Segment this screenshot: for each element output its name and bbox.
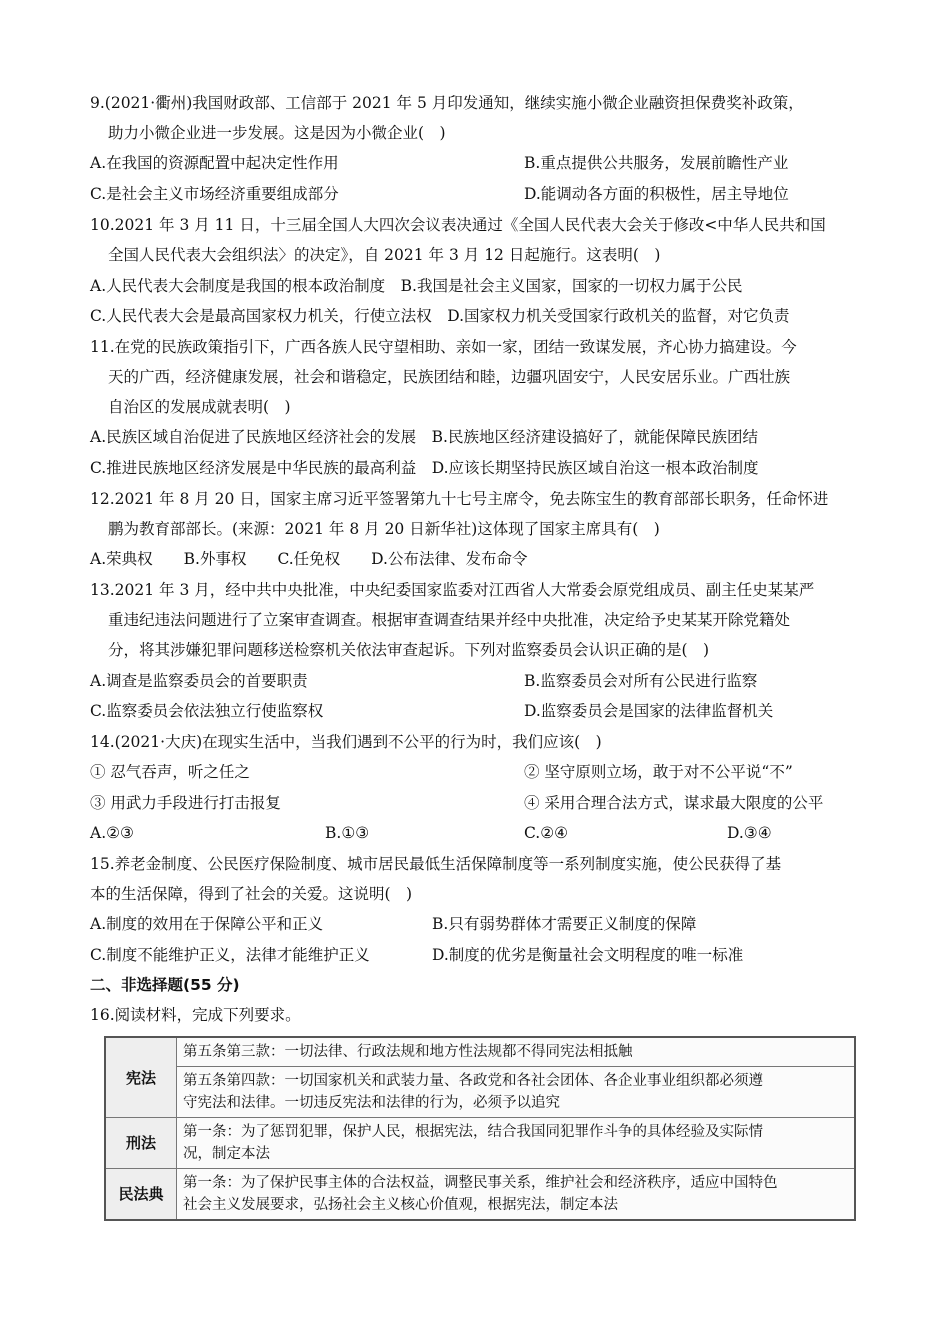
- law-name-constitution: 宪法: [105, 1037, 177, 1118]
- q9-option-c: C.是社会主义市场经济重要组成部分: [90, 185, 339, 203]
- q15-option-d: D.制度的优劣是衡量社会文明程度的唯一标准: [432, 946, 744, 964]
- criminal-law-article-1: [177, 1118, 856, 1169]
- q14-option-b: B.①③: [325, 824, 370, 842]
- criminal-law-line1: 第一条：为了惩罚犯罪，保护人民，根据宪法，结合我国同犯罪作斗争的具体经验及实际情: [183, 1124, 763, 1140]
- criminal-law-line2: 况，制定本法: [183, 1146, 270, 1162]
- q16-stem: 16.阅读材料，完成下列要求。: [90, 1006, 301, 1024]
- q15-option-b: B.只有弱势群体才需要正义制度的保障: [432, 915, 697, 933]
- law-name-civil-code: 民法典: [105, 1169, 177, 1221]
- q15-option-a: A.制度的效用在于保障公平和正义: [90, 915, 324, 933]
- q14-option-a: A.②③: [90, 824, 134, 842]
- q11-options-cd: C.推进民族地区经济发展是中华民族的最高利益 D.应该长期坚持民族区域自治这一根本政治制度: [90, 459, 759, 477]
- table-row: [105, 1067, 855, 1118]
- table-row: [105, 1118, 855, 1169]
- q9-option-d: D.能调动各方面的积极性，居主导地位: [524, 185, 789, 203]
- table-row: [105, 1169, 855, 1221]
- q11-options-ab: A.民族区域自治促进了民族地区经济社会的发展 B.民族地区经济建设搞好了，就能保障民族团结: [90, 428, 758, 446]
- constitution-article-5-4-line1: 第五条第四款：一切国家机关和武装力量、各政党和各社会团体、各企业事业组织都必须遵: [183, 1073, 763, 1089]
- q14-statement-1: ① 忍气吞声，听之任之: [90, 763, 250, 781]
- q10-stem-line2: 全国人民代表大会组织法〉的决定》，自 2021 年 3 月 12 日起施行。这表明( ): [108, 246, 661, 264]
- q15-option-c: C.制度不能维护正义，法律才能维护正义: [90, 946, 370, 964]
- q15-stem-line2: 本的生活保障，得到了社会的关爱。这说明( ): [90, 885, 413, 903]
- q13-stem-line2: 重违纪违法问题进行了立案审查调查。根据审查调查结果并经中央批准，决定给予史某某开除党籍处: [108, 611, 791, 629]
- table-row: [105, 1037, 855, 1067]
- q12-stem-line1: 12.2021 年 8 月 20 日，国家主席习近平签署第九十七号主席令，免去陈宝生的教育部部长职务，任命怀进: [90, 490, 829, 508]
- constitution-article-5-3: 第五条第三款：一切法律、行政法规和地方性法规都不得同宪法相抵触: [177, 1037, 856, 1067]
- q10-options-cd: C.人民代表大会是最高国家权力机关，行使立法权 D.国家权力机关受国家行政机关的监督，对它负责: [90, 307, 790, 325]
- q14-option-d: D.③④: [727, 824, 772, 842]
- civil-code-line1: 第一条：为了保护民事主体的合法权益，调整民事关系，维护社会和经济秩序，适应中国特色: [183, 1175, 778, 1191]
- q13-option-c: C.监察委员会依法独立行使监察权: [90, 702, 324, 720]
- q13-option-b: B.监察委员会对所有公民进行监察: [524, 672, 758, 690]
- q15-stem-line1: 15.养老金制度、公民医疗保险制度、城市居民最低生活保障制度等一系列制度实施，使公民获得了基: [90, 855, 782, 873]
- q9-option-b: B.重点提供公共服务，发展前瞻性产业: [524, 154, 789, 172]
- constitution-article-5-4-line2: 守宪法和法律。一切违反宪法和法律的行为，必须予以追究: [183, 1095, 560, 1111]
- q14-statement-2: ② 坚守原则立场，敢于对不公平说“不”: [524, 763, 793, 781]
- law-name-criminal: 刑法: [105, 1118, 177, 1169]
- q11-stem-line3: 自治区的发展成就表明( ): [108, 398, 291, 416]
- civil-code-article-1: [177, 1169, 856, 1221]
- q14-stem-line1: 14.(2021·大庆)在现实生活中，当我们遇到不公平的行为时，我们应该( ): [90, 733, 602, 751]
- law-material-table: [104, 1036, 856, 1221]
- q10-options-ab: A.人民代表大会制度是我国的根本政治制度 B.我国是社会主义国家，国家的一切权力属于公民: [90, 277, 743, 295]
- q9-option-a: A.在我国的资源配置中起决定性作用: [90, 154, 339, 172]
- q14-statement-3: ③ 用武力手段进行打击报复: [90, 794, 281, 812]
- section-heading: 二、非选择题(55 分): [90, 976, 240, 994]
- q10-stem-line1: 10.2021 年 3 月 11 日，十三届全国人大四次会议表决通过《全国人民代表大会关于修改<中华人民共和国: [90, 216, 826, 234]
- civil-code-line2: 社会主义发展要求，弘扬社会主义核心价值观，根据宪法，制定本法: [183, 1197, 618, 1213]
- q12-stem-line2: 鹏为教育部部长。(来源：2021 年 8 月 20 日新华社)这体现了国家主席具有( ): [108, 520, 660, 538]
- q9-stem-line1: 9.(2021·衢州)我国财政部、工信部于 2021 年 5 月印发通知，继续实施小微企业融资担保费奖补政策，: [90, 94, 804, 112]
- q13-stem-line1: 13.2021 年 3 月，经中共中央批准，中央纪委国家监委对江西省人大常委会原党组成员、副主任史某某严: [90, 581, 815, 599]
- q13-option-d: D.监察委员会是国家的法律监督机关: [524, 702, 774, 720]
- q9-stem-line2: 助力小微企业进一步发展。这是因为小微企业( ): [108, 124, 446, 142]
- constitution-article-5-4: [177, 1067, 856, 1118]
- q13-stem-line3: 分，将其涉嫌犯罪问题移送检察机关依法审查起诉。下列对监察委员会认识正确的是( ): [108, 641, 710, 659]
- q14-option-c: C.②④: [524, 824, 569, 842]
- q11-stem-line1: 11.在党的民族政策指引下，广西各族人民守望相助、亲如一家，团结一致谋发展，齐心协力搞建设。今: [90, 338, 797, 356]
- q13-option-a: A.调查是监察委员会的首要职责: [90, 672, 308, 690]
- q11-stem-line2: 天的广西，经济健康发展，社会和谐稳定，民族团结和睦，边疆巩固安宁，人民安居乐业。广西壮族: [108, 368, 791, 386]
- q12-options: A.荣典权 B.外事权 C.任免权 D.公布法律、发布命令: [90, 550, 528, 568]
- q14-statement-4: ④ 采用合理合法方式，谋求最大限度的公平: [524, 794, 824, 812]
